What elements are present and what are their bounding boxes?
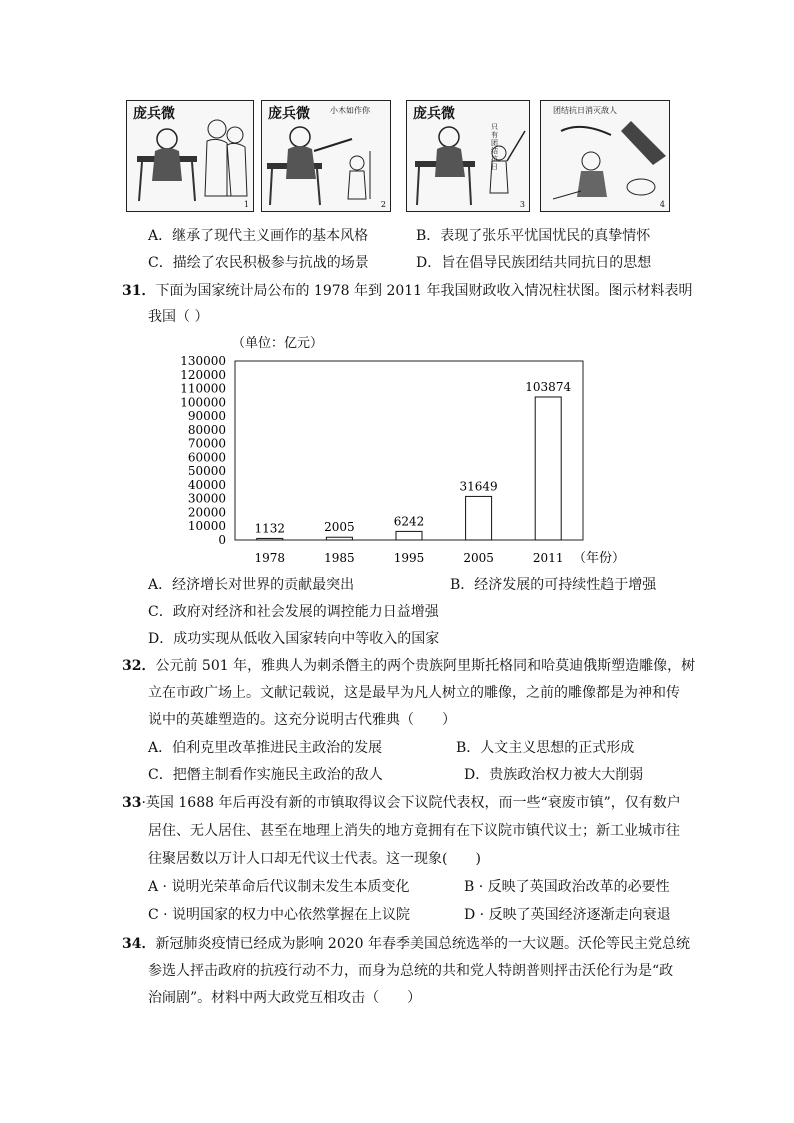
comic-note: 小木如作你 [330,106,370,115]
q30-option-b: B．表现了张乐平忧国忧民的真挚情怀 [416,228,651,244]
comic-note: 团结抗日消灭敌人 [553,106,617,115]
q30-option-d: D．旨在倡导民族团结共同抗日的思想 [416,255,652,271]
bar-1985 [326,537,352,540]
q34-stem-line3: 治闹剧”。材料中两大政党互相攻击（ ） [148,990,422,1006]
comic-caption: 庞兵微 [413,106,455,122]
comic-drawing-3 [407,101,529,211]
q33-option-b: B · 反映了英国政治改革的必要性 [464,879,670,895]
q34-stem-text: 新冠肺炎疫情已经成为影响 2020 年春季美国总统选举的一大议题。沃伦等民主党总统 [155,936,691,952]
comic-number: 3 [519,200,525,209]
y-tick-label: 100000 [180,395,226,410]
comic-note: 只有团结抗日 [491,123,498,171]
q32-option-d: D．贵族政治权力被大大削弱 [464,767,644,783]
x-tick-label: 2005 [463,551,494,565]
y-tick-label: 50000 [187,464,226,479]
q34-stem-line1 [122,934,690,954]
q33-option-c: C · 说明国家的权力中心依然掌握在上议院 [148,907,411,923]
q31-option-b: B．经济发展的可持续性趋于增强 [450,577,657,593]
bar-2011 [535,397,561,540]
x-tick-label: 1978 [254,551,286,565]
y-tick-label: 60000 [187,450,226,465]
comic-caption: 庞兵微 [268,106,310,122]
comic-panel-1 [126,100,254,212]
comic-panel-3 [406,100,530,212]
y-tick-label: 120000 [180,367,226,382]
chart-x-axis-label: （年份） [573,551,626,566]
q31-stem-line1 [122,281,693,301]
q32-stem-text: 公元前 501 年，雅典人为刺杀僭主的两个贵族阿里斯托格同和哈莫迪俄斯塑造雕像，树 [155,658,696,674]
q31-option-a: A．经济增长对世界的贡献最突出 [148,577,355,593]
fiscal-revenue-bar-chart [170,330,640,575]
q32-stem-line1 [122,656,695,676]
q33-stem-line2: 居住、无人居住、甚至在地理上消失的地方竟拥有在下议院市镇代议士；新工业城市往 [148,823,680,839]
comic-caption: 庞兵微 [133,106,175,122]
y-tick-label: 130000 [180,354,226,368]
x-tick-label: 1995 [393,551,425,565]
q31-option-d: D．成功实现从低收入国家转向中等收入的国家 [148,631,440,647]
q33-stem-line1 [122,793,681,813]
q33-option-a: A · 说明光荣革命后代议制未发生本质变化 [148,879,410,895]
y-tick-label: 30000 [187,491,226,506]
q32-option-c: C．把僭主制看作实施民主政治的敌人 [148,767,383,783]
comic-drawing-4 [541,101,669,211]
y-tick-label: 10000 [187,519,226,534]
question-number: 34． [122,936,156,952]
q31-option-c: C．政府对经济和社会发展的调控能力日益增强 [148,604,439,620]
bar-value-label: 31649 [459,479,498,494]
bar-value-label: 103874 [525,379,572,394]
q33-stem-text: ·英国 1688 年后再没有新的市镇取得议会下议院代表权，而一些“衰废市镇”，仅有数户 [141,795,681,811]
q34-stem-line2: 参选人抨击政府的抗疫行动不力，而身为总统的共和党人特朗普则抨击沃伦行为是“政 [148,963,674,979]
chart-unit-label: （单位：亿元） [232,336,324,351]
q30-option-c: C．描绘了农民积极参与抗战的场景 [148,255,369,271]
y-tick-label: 110000 [180,381,226,396]
question-number: 31． [122,283,156,299]
comic-panel-2 [261,100,391,212]
y-tick-label: 0 [218,533,226,547]
comic-number: 2 [380,200,386,209]
q32-option-b: B．人文主义思想的正式形成 [456,740,635,756]
bar-1995 [396,531,422,540]
y-tick-label: 40000 [187,477,226,492]
question-number: 32． [122,658,156,674]
bar-value-label: 6242 [393,514,425,529]
q33-option-d: D · 反映了英国经济逐渐走向衰退 [464,907,671,923]
q30-option-a: A．继承了现代主义画作的基本风格 [148,228,369,244]
y-tick-label: 90000 [187,409,226,424]
comic-number: 1 [243,200,249,209]
q33-stem-line3: 往聚居数以万计人口却无代议士代表。这一现象( ) [148,851,481,867]
x-tick-label: 2011 [532,551,564,565]
bar-value-label: 1132 [254,521,286,536]
bar-1978 [257,538,283,540]
question-number: 33 [122,795,142,811]
q32-stem-line2: 立在市政广场上。文献记载说，这是最早为凡人树立的雕像，之前的雕像都是为神和传 [148,685,680,701]
comic-panel-4 [540,100,670,212]
y-tick-label: 80000 [187,422,226,437]
bar-value-label: 2005 [324,520,355,535]
comic-drawing-2 [262,101,390,211]
bar-2005 [466,496,492,540]
q31-stem-line2: 我国（ ） [148,309,209,325]
x-tick-label: 1985 [324,551,355,565]
q31-stem-text: 下面为国家统计局公布的 1978 年到 2011 年我国财政收入情况柱状图。图示材料表明 [155,283,693,299]
y-tick-label: 20000 [187,505,226,520]
comic-drawing-1 [127,101,253,211]
q32-option-a: A．伯利克里改革推进民主政治的发展 [148,740,383,756]
y-tick-label: 70000 [187,436,226,451]
q32-stem-line3: 说中的英雄塑造的。这充分说明古代雅典（ ） [148,712,456,728]
comic-number: 4 [659,200,665,209]
